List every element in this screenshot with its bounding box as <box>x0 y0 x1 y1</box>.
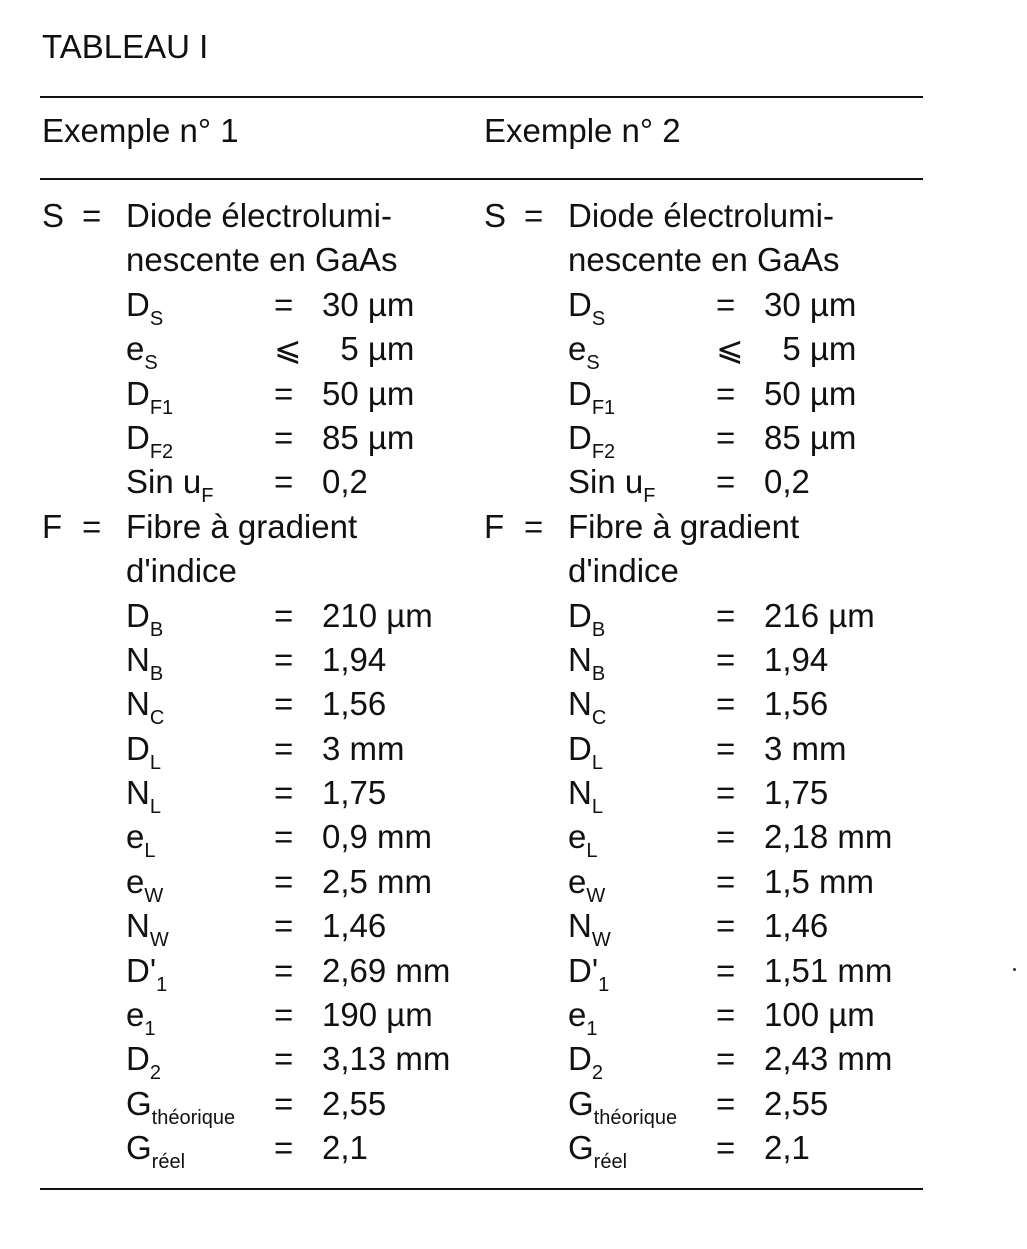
symbol-subscript: F2 <box>591 440 616 463</box>
parameter-symbol <box>568 1037 603 1085</box>
fibre-label: F <box>42 507 63 545</box>
fibre-label: F <box>484 507 505 545</box>
parameter-operator: = <box>274 1129 294 1167</box>
symbol-subscript: B <box>591 662 606 685</box>
symbol-base: e <box>568 996 587 1034</box>
symbol-base: D <box>126 1040 150 1078</box>
parameter-operator: = <box>274 774 294 812</box>
parameter-operator: ⩽ <box>274 330 302 368</box>
parameter-value: 216 µm <box>764 596 875 634</box>
symbol-base: N <box>126 774 150 812</box>
symbol-subscript: 2 <box>149 1062 161 1085</box>
symbol-base: G <box>568 1084 594 1122</box>
parameter-symbol <box>126 283 164 330</box>
parameter-value: 3,13 mm <box>322 1040 451 1078</box>
symbol-subscript: F <box>201 485 214 508</box>
source-label: S <box>42 197 65 234</box>
parameter-symbol <box>126 638 164 685</box>
symbol-subscript: L <box>586 840 598 863</box>
parameter-value: 2,1 <box>322 1129 368 1167</box>
symbol-base: D <box>126 374 150 412</box>
symbol-base: N <box>568 685 592 723</box>
parameter-value: 1,94 <box>764 640 829 678</box>
source-description-line2: nescente en GaAs <box>126 241 398 279</box>
parameter-value: 2,18 mm <box>764 818 893 856</box>
parameter-value: 190 µm <box>322 996 433 1034</box>
symbol-subscript: S <box>144 352 158 375</box>
parameter-value: 85 µm <box>764 418 857 456</box>
parameter-symbol <box>126 904 169 952</box>
symbol-subscript: réel <box>593 1151 628 1174</box>
symbol-subscript: B <box>149 662 164 685</box>
parameter-operator: = <box>274 907 294 945</box>
symbol-subscript: S <box>591 307 606 330</box>
parameter-value: 1,94 <box>322 640 387 678</box>
parameter-value: 30 µm <box>322 285 415 323</box>
parameter-value: 5 µm <box>764 330 857 368</box>
parameter-value: 3 mm <box>764 729 847 767</box>
symbol-subscript: réel <box>151 1151 186 1174</box>
parameter-symbol <box>568 682 607 730</box>
parameter-operator: = <box>716 1040 736 1078</box>
parameter-operator: = <box>716 729 736 767</box>
parameter-value: 2,5 mm <box>322 862 433 900</box>
symbol-base: D <box>568 285 592 323</box>
parameter-symbol <box>126 594 164 641</box>
parameter-operator: = <box>274 685 294 723</box>
symbol-base: N <box>126 907 150 945</box>
symbol-subscript: S <box>149 307 164 330</box>
parameter-symbol <box>126 460 214 508</box>
symbol-subscript: L <box>149 751 161 774</box>
parameter-symbol <box>568 594 606 641</box>
source-label: S <box>484 197 507 234</box>
fibre-description-line2: d'indice <box>126 552 237 590</box>
parameter-operator: = <box>274 640 294 678</box>
parameter-symbol <box>568 1082 678 1129</box>
parameter-symbol <box>568 993 598 1041</box>
symbol-base: N <box>126 685 150 723</box>
symbol-subscript: 2 <box>591 1062 603 1085</box>
symbol-base: D <box>568 1040 592 1078</box>
parameter-operator: = <box>716 951 736 989</box>
parameter-value: 1,75 <box>322 774 387 812</box>
parameter-operator: = <box>716 862 736 900</box>
symbol-subscript: théorique <box>151 1106 236 1129</box>
parameter-symbol <box>126 372 174 419</box>
symbol-base: D <box>568 374 592 412</box>
fibre-equals: = <box>82 507 102 545</box>
symbol-base: e <box>126 862 145 900</box>
symbol-base: Sin u <box>126 463 202 501</box>
top-rule <box>40 96 923 98</box>
parameter-operator: = <box>716 285 736 323</box>
parameter-symbol <box>568 771 603 819</box>
symbol-subscript: L <box>591 796 603 819</box>
symbol-base: D <box>126 285 150 323</box>
parameter-value: 210 µm <box>322 596 433 634</box>
parameter-value: 50 µm <box>322 374 415 412</box>
parameter-operator: = <box>716 774 736 812</box>
source-equals: = <box>82 197 102 234</box>
parameter-symbol <box>568 904 611 952</box>
parameter-value: 85 µm <box>322 418 415 456</box>
symbol-subscript: W <box>591 929 611 952</box>
parameter-symbol <box>126 860 164 907</box>
symbol-base: e <box>126 818 145 856</box>
parameter-operator: = <box>274 1040 294 1078</box>
symbol-base: D <box>126 729 150 767</box>
parameter-operator: = <box>716 1084 736 1122</box>
parameter-operator: = <box>716 996 736 1034</box>
symbol-base: N <box>568 774 592 812</box>
column-header-example-1: Exemple n° 1 <box>42 112 239 149</box>
symbol-base: D <box>126 596 150 634</box>
symbol-subscript: 1 <box>586 1018 598 1041</box>
parameter-operator: = <box>716 418 736 456</box>
symbol-subscript: L <box>144 840 156 863</box>
source-description-line1: Diode électrolumi- <box>568 197 834 234</box>
parameter-value: 2,55 <box>322 1084 387 1122</box>
parameter-symbol <box>568 372 616 419</box>
parameter-operator: = <box>716 907 736 945</box>
symbol-subscript: L <box>591 751 603 774</box>
parameter-value: 0,2 <box>764 463 810 501</box>
parameter-symbol <box>568 283 606 330</box>
symbol-subscript: W <box>144 884 164 907</box>
parameter-symbol <box>568 815 598 863</box>
symbol-base: G <box>126 1084 152 1122</box>
symbol-subscript: théorique <box>593 1106 678 1129</box>
parameter-symbol <box>568 416 616 463</box>
parameter-operator: ⩽ <box>716 330 744 368</box>
parameter-symbol <box>126 727 161 774</box>
fibre-description-line1: Fibre à gradient <box>126 507 358 545</box>
symbol-base: N <box>568 907 592 945</box>
parameter-symbol <box>126 682 165 730</box>
symbol-subscript: F1 <box>149 396 174 419</box>
symbol-base: N <box>568 640 592 678</box>
symbol-base: e <box>126 330 145 368</box>
symbol-base: D <box>126 418 150 456</box>
parameter-value: 30 µm <box>764 285 857 323</box>
parameter-operator: = <box>716 463 736 501</box>
parameter-operator: = <box>274 1084 294 1122</box>
parameter-operator: = <box>716 640 736 678</box>
parameter-operator: = <box>274 285 294 323</box>
parameter-value: 50 µm <box>764 374 857 412</box>
parameter-value: 1,56 <box>322 685 387 723</box>
parameter-value: 1,46 <box>322 907 387 945</box>
parameter-value: 3 mm <box>322 729 405 767</box>
parameter-symbol <box>568 638 606 685</box>
parameter-operator: = <box>716 1129 736 1167</box>
parameter-value: 1,75 <box>764 774 829 812</box>
parameter-symbol <box>126 771 161 819</box>
parameter-symbol <box>568 949 610 996</box>
parameter-operator: = <box>274 818 294 856</box>
parameter-symbol <box>126 416 174 463</box>
symbol-subscript: 1 <box>598 973 610 996</box>
parameter-value: 1,51 mm <box>764 951 893 989</box>
source-description-line2: nescente en GaAs <box>568 241 840 279</box>
symbol-base: e <box>126 996 145 1034</box>
parameter-symbol <box>568 327 600 375</box>
parameter-value: 1,56 <box>764 685 829 723</box>
symbol-base: Sin u <box>568 463 644 501</box>
symbol-subscript: F <box>643 485 656 508</box>
parameter-value: 2,1 <box>764 1129 810 1167</box>
symbol-subscript: W <box>149 929 169 952</box>
parameter-symbol <box>126 327 158 375</box>
fibre-equals: = <box>524 507 544 545</box>
symbol-base: D <box>568 418 592 456</box>
parameter-symbol <box>126 1126 186 1174</box>
fibre-description-line2: d'indice <box>568 552 679 590</box>
parameter-symbol <box>568 1126 628 1174</box>
symbol-subscript: F2 <box>149 440 174 463</box>
header-rule <box>40 178 923 180</box>
symbol-subscript: S <box>586 352 600 375</box>
table-title: TABLEAU I <box>42 28 209 65</box>
parameter-operator: = <box>274 951 294 989</box>
parameter-operator: = <box>716 596 736 634</box>
symbol-base: D <box>568 596 592 634</box>
symbol-subscript: 1 <box>156 973 168 996</box>
symbol-base: e <box>568 862 587 900</box>
symbol-base: e <box>568 330 587 368</box>
parameter-symbol <box>568 460 656 508</box>
parameter-value: 1,46 <box>764 907 829 945</box>
parameter-operator: = <box>274 463 294 501</box>
symbol-subscript: W <box>586 884 606 907</box>
parameter-symbol <box>126 815 156 863</box>
symbol-base: e <box>568 818 587 856</box>
symbol-base: G <box>126 1129 152 1167</box>
parameter-operator: = <box>716 685 736 723</box>
symbol-base: D' <box>126 951 157 989</box>
symbol-base: D <box>568 729 592 767</box>
parameter-operator: = <box>716 374 736 412</box>
parameter-value: 5 µm <box>322 330 415 368</box>
parameter-operator: = <box>274 862 294 900</box>
symbol-subscript: B <box>149 618 164 641</box>
parameter-operator: = <box>274 374 294 412</box>
column-header-example-2: Exemple n° 2 <box>484 112 681 149</box>
parameter-value: 0,9 mm <box>322 818 433 856</box>
symbol-subscript: C <box>591 707 607 730</box>
parameter-operator: = <box>274 996 294 1034</box>
parameter-symbol <box>568 727 603 774</box>
parameter-symbol <box>126 949 168 996</box>
parameter-value: 2,69 mm <box>322 951 451 989</box>
symbol-base: D' <box>568 951 599 989</box>
fibre-description-line1: Fibre à gradient <box>568 507 800 545</box>
symbol-base: G <box>568 1129 594 1167</box>
symbol-subscript: F1 <box>591 396 616 419</box>
symbol-subscript: L <box>149 796 161 819</box>
bottom-rule <box>40 1188 923 1190</box>
source-description-line1: Diode électrolumi- <box>126 197 392 234</box>
parameter-value: 2,43 mm <box>764 1040 893 1078</box>
parameter-operator: = <box>716 818 736 856</box>
symbol-base: N <box>126 640 150 678</box>
parameter-symbol <box>126 993 156 1041</box>
parameter-value: 1,5 mm <box>764 862 875 900</box>
parameter-operator: = <box>274 729 294 767</box>
source-equals: = <box>524 197 544 234</box>
symbol-subscript: B <box>591 618 606 641</box>
symbol-subscript: C <box>149 707 165 730</box>
parameter-symbol <box>126 1082 236 1129</box>
parameter-symbol <box>568 860 606 907</box>
parameter-value: 2,55 <box>764 1084 829 1122</box>
parameter-operator: = <box>274 596 294 634</box>
symbol-subscript: 1 <box>144 1018 156 1041</box>
parameter-value: 0,2 <box>322 463 368 501</box>
parameter-operator: = <box>274 418 294 456</box>
stray-dot <box>1013 968 1016 971</box>
parameter-symbol <box>126 1037 161 1085</box>
parameter-value: 100 µm <box>764 996 875 1034</box>
